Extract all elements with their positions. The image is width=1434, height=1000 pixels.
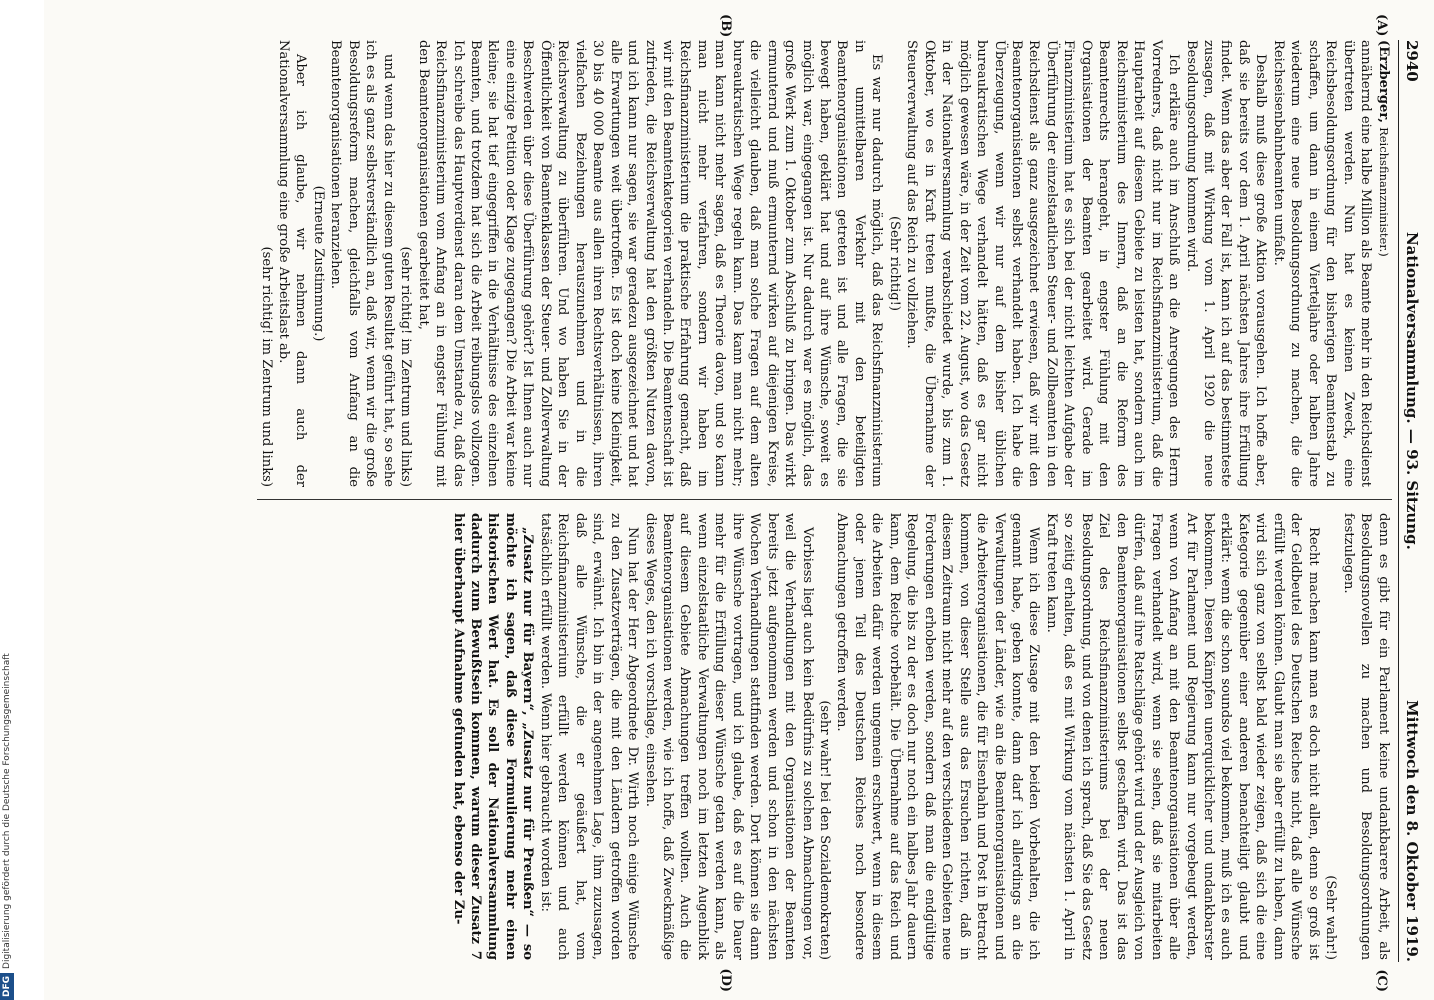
paragraph: und wenn das hier zu diesem guten Resultat geführt hat, so sehe ich es als ganz selbstverständlich an, daß wir, wenn wir die große Besoldungsreform machen, gleichfalls vom Anfang an die Beamtenorganisationen heranziehen. xyxy=(328,40,396,487)
paragraph: annähernd eine halbe Million als Beamte mehr in den Reichsdienst übertreten werden. Nun hat es keinen Zweck, eine Reichsbesoldungsordnung für den bisherigen Beamtenstab zu schaffen, um dann in einem Vierteljahre oder halben Jahre wiederum eine neue Besoldungsordnung zu machen, die die Reichseisenbahnbeamten umfaßt. xyxy=(1270,40,1374,487)
paragraph: denn es gibt für ein Parlament keine undankbarere Arbeit, als Besoldungsnovellen zu machen und Besoldungsordnungen festzulegen. xyxy=(1340,513,1391,960)
paragraph: Recht machen kann man es doch nicht allen, denn so groß ist der Geldbeutel des Deutschen Reiches nicht, daß alle Wünsche erfüllt werden können. Glaubt man sie aber erfüllt zu haben, dann wird sich ganz von selbst bald wieder zeigen, daß sich die eine Kategorie gegenüber einer anderen benachteiligt glaubt und erklärt: wenn die schon soundso viel bekommen, muß ich es auch bekommen. Diesen Kämpfen unerquicklicher und undankbarster Art für Parlament und Regierung kann nur vorgebeugt werden, wenn von Anfang an mit den Beamtenorganisationen über alle Fragen verhandelt wird, wenn sie sehen, daß sie mitarbeiten dürfen, daß auf ihre Ratschläge gehört wird und der Ausgleich von den Beamtenorganisationen selbst geschaffen wird. Das ist das Ziel des Reichsfinanzministeriums bei der neuen Besoldungsordnung, und von denen ich sprach, daß Sie das Gesetz so zeitig erhalten, daß es mit Wirkung vom nächsten 1. April in Kraft treten kann. xyxy=(1043,513,1321,960)
dfg-logo: DFG xyxy=(0,973,14,1000)
scanned-page xyxy=(44,0,1434,1000)
footer-strip xyxy=(0,0,14,1000)
margin-marker-d: (D) xyxy=(718,968,733,992)
page-number: 2940 xyxy=(1403,40,1421,82)
paragraph: „Zusatz nur für Bayern“, „Zusatz nur für Preußen“ — so möchte ich sagen, daß diese Formulierung mehr einen historischen Wert hat. Es soll der Nationalversammlung dadurch zum Bewußtsein kommen, warum dieser Zusatz 7 hier überhaupt Aufnahme gefunden hat, ebenso der Zu- xyxy=(450,513,536,960)
speaker-line xyxy=(1374,40,1391,487)
applause-note: (Sehr wahr!) xyxy=(1323,875,1339,960)
paragraph: Wenn ich diese Zusage mit den beiden Vorbehalten, die ich genannt habe, geben konnte, dann darf ich allerdings an die Verwaltungen der Länder, wie an die Beamtenorganisationen und die Arbeiterorganisationen, die für Eisenbahn und Post in Betracht kommen, von dieser Stelle aus das Ersuchen richten, daß in diesem Zeitraum nicht mehr auf den verschiedenen Gebieten neue Forderungen erhoben werden, sondern daß man die endgültige Regelung, die bis zu der es doch nur noch ein halbes Jahr dauern kann, dem Reiche vorbehält. Die Übernahme auf das Reich und die Arbeiten dafür werden ungemein erschwert, wenn in diesem oder jenem Teil des Deutschen Reiches noch besondere Abmachungen getroffen werden. xyxy=(834,513,1042,960)
applause-note: (Erneute Zustimmung.) xyxy=(310,185,326,342)
applause-note: (sehr wahr! bei den Sozialdemokraten) xyxy=(817,700,833,960)
page-date: Mittwoch den 8. Oktober 1919. xyxy=(1403,700,1421,962)
margin-marker-a: (A) xyxy=(1374,14,1389,37)
paragraph: Deshalb muß diese große Aktion vorausgehen. Ich hoffe aber, daß sie bereits vor dem 1. April nächsten Jahres ihre Erfüllung findet. Wenn das aber der Fall ist, kann ich auf das bestimmteste zusagen, daß mit Wirkung vom 1. April 1920 die neue Besoldungsordnung kommen wird. xyxy=(1183,40,1269,487)
applause-note: (sehr richtig! im Zentrum und links) xyxy=(258,246,274,487)
margin-marker-c: (C) xyxy=(1374,969,1389,992)
paragraph: Es war nur dadurch möglich, daß das Reichsfinanzministerium in unmittelbaren Verkehr mit den beteiligten Beamtenorganisationen getreten ist und alle Fragen, die sie bewegt haben, geklärt hat und auf ihre Wünsche, soweit es möglich war, eingegangen ist. Nur dadurch war es möglich, das große Werk zum 1. Oktober zum Abschluß zu bringen. Das wirkt ermunternd und muß ermunternd wirken auf diejenigen Kreise, die vielleicht glauben, daß man solche Fragen auf dem alten bureaukratischen Wege regeln kann. Das kann man nicht mehr; man kann nicht mehr sagen, daß es Theorie davon, und so kann man nicht mehr verfahren, sondern wir haben im Reichsfinanzministerium die praktische Erfahrung gemacht, daß wir mit den Beamtenkategorien verhandeln. Die Beamtenschaft ist zufrieden, die Reichsverwaltung hat den größten Nutzen davon, und ich kann nur sagen, sie war geradezu ausgezeichnet und hat alle Erwartungen weit übertroffen. Es ist doch keine Kleinigkeit, 30 bis 40 000 Beamte aus allen ihren Rechtsverhältnissen, ihren vielfachen Beziehungen herauszunehmen und in die Reichsverwaltung zu überführen. Und wo haben Sie in der Öffentlichkeit von Beamtenklassen der Steuer- und Zollverwaltung Beschwerden über diese Überführung gehört? Ist Ihnen auch nur eine einzige Petition oder Klage zugegangen? Die Arbeit war keine kleine; sie hat tief eingegriffen in die Verhältnisse des einzelnen Beamten, und trotzdem hat sich die Arbeit reibungslos vollzogen. Ich schreibe das Hauptverdienst daran dem Umstande zu, daß das Reichsfinanzministerium vom Anfang an in engster Fühlung mit den Beamtenorganisationen gearbeitet hat, xyxy=(415,40,885,487)
applause-note: (sehr richtig! im Zentrum und links) xyxy=(398,246,414,487)
column-divider xyxy=(257,499,1391,500)
paragraph: Ich erkläre auch im Anschluß an die Anregungen des Herrn Vorredners, daß nicht nur im Reichsfinanzministerium, daß die Hauptarbeit auf diesem Gebiete zu leisten hat, sondern auch im Reichsministerium des Innern, daß an die Reform des Beamtenrechts herangeht, in engster Fühlung mit den Organisationen der Beamten gearbeitet wird. Gerade im Finanzministerium hat es sich bei der nicht leichten Aufgabe der Überführung der einzelstaatlichen Steuer- und Zollbeamten in den Reichsdienst als ganz ausgezeichnet erwiesen, daß wir mit den Beamtenorganisationen selbst verhandelt haben. Ich habe die Überzeugung, wenn wir nur auf dem bisher üblichen bureaukratischen Wege verhandelt hätten, daß es gar nicht möglich gewesen wäre, in der Zeit vom 22. August, wo das Gesetz in der Nationalversammlung verabschiedet wurde, bis zum 1. Oktober, wo es in Kraft treten mußte, die Übernahme der Steuerverwaltung auf das Reich zu vollziehen. xyxy=(904,40,1182,487)
text-columns xyxy=(257,40,1391,962)
paragraph: Vorbiess liegt auch kein Bedürfnis zu solchen Abmachungen vor, weil die Verhandlungen mit den Organisationen der Beamten bereits jetzt aufgenommen werden und schon in den nächsten Wochen Verhandlungen stattfinden werden. Dort können sie dann ihre Wünsche vortragen, und ich glaube, daß es auf die Dauer mehr für die Erfüllung dieser Wünsche getan werden kann, als wenn einzelstaatliche Verwaltungen noch im letzten Augenblick auf diesem Gebiete Abmachungen treffen wollten. Auch die Beamtenorganisationen werden, wie ich hoffe, daß Zweckmäßige dieses Weges, den ich vorschlage, einsehen. xyxy=(642,513,815,960)
paragraph: Nun hat der Herr Abgeordnete Dr. Wirth noch einige Wünsche zu den Zusatzverträgen, die mit den Ländern getroffen worden sind, erwähnt. Ich bin in der angenehmen Lage, ihm zuzusagen, daß alle Wünsche, die er geäußert hat, vom Reichsfinanzministerium erfüllt werden können und auch tatsächlich erfüllt werden. Wenn hier gebraucht worden ist: xyxy=(537,513,641,960)
applause-note: (Sehr richtig!) xyxy=(886,215,902,312)
speaker-name: (Erzberger, xyxy=(1375,40,1391,123)
footer-credit: Digitalisierung gefördert durch die Deutsche Forschungsgemeinschaft xyxy=(2,653,12,969)
page-header xyxy=(1398,40,1420,962)
speaker-role: Reichsfinanzminister.) xyxy=(1376,127,1391,257)
left-column xyxy=(257,40,1391,487)
page-title: Nationalversammlung. — 93. Sitzung. xyxy=(1403,231,1421,550)
right-column xyxy=(257,513,1391,960)
margin-marker-b: (B) xyxy=(718,14,733,38)
paragraph: Aber ich glaube, wir nehmen dann auch der Nationalversammlung eine große Arbeitslast ab. xyxy=(276,40,309,487)
